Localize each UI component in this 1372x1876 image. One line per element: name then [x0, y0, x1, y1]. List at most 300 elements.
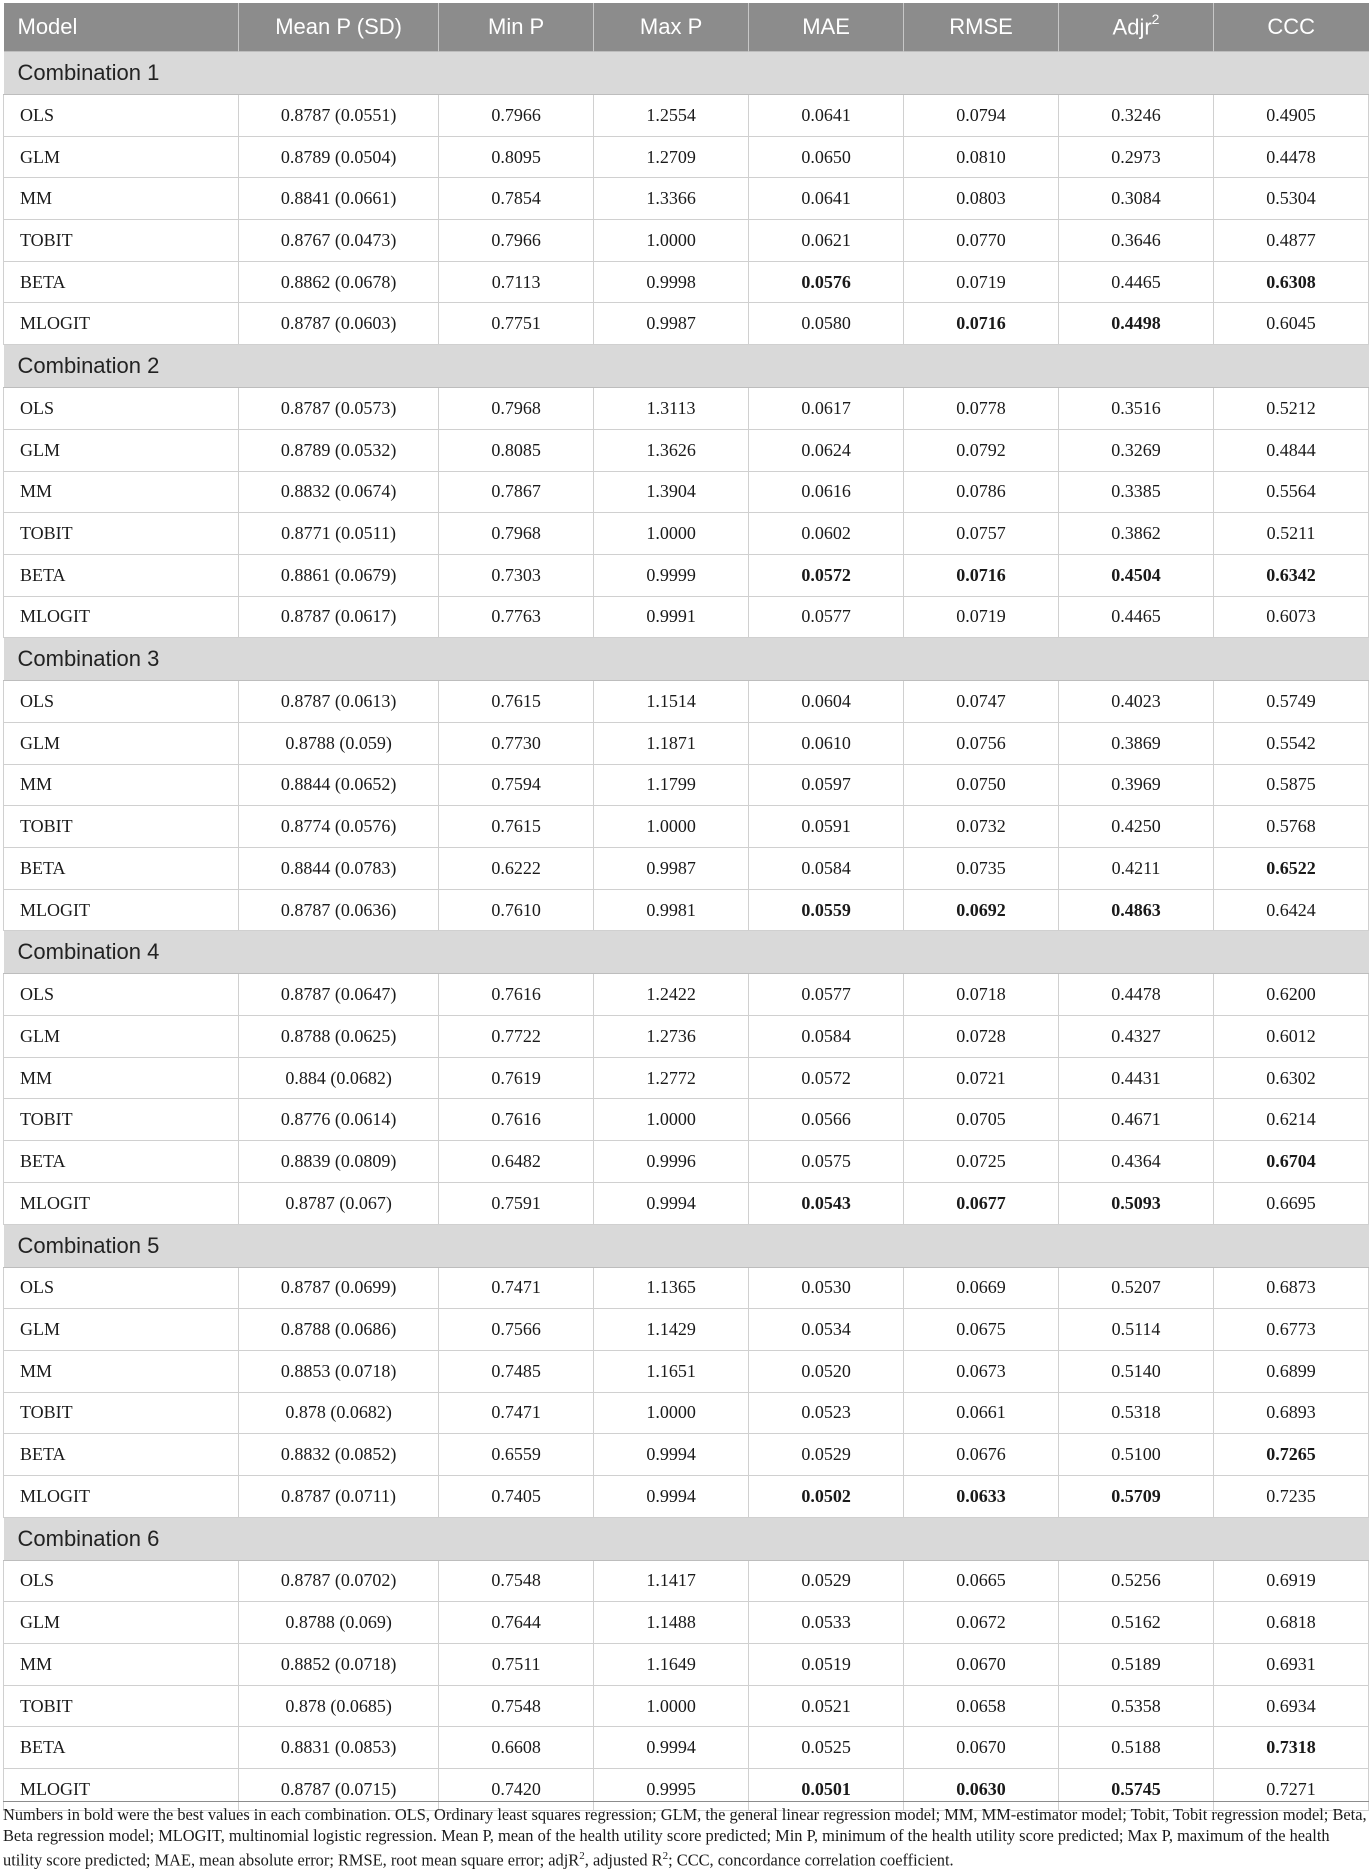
cell-rmse: 0.0658 — [904, 1685, 1059, 1727]
cell-rmse: 0.0728 — [904, 1016, 1059, 1058]
cell-min-p: 0.7615 — [439, 806, 594, 848]
group-row — [4, 1224, 1369, 1267]
cell-adjr2: 0.4863 — [1059, 889, 1214, 931]
table-row — [4, 1727, 1369, 1769]
cell-adjr2: 0.4023 — [1059, 681, 1214, 723]
cell-max-p: 0.9981 — [594, 889, 749, 931]
cell-min-p: 0.7966 — [439, 220, 594, 262]
header-adjr-sup: 2 — [1151, 11, 1160, 28]
cell-min-p: 0.7616 — [439, 1099, 594, 1141]
cell-rmse: 0.0778 — [904, 388, 1059, 430]
cell-ccc: 0.5304 — [1213, 178, 1368, 220]
cell-mae: 0.0580 — [749, 303, 904, 345]
cell-ccc: 0.4905 — [1213, 95, 1368, 137]
cell-adjr2: 0.3385 — [1059, 471, 1214, 513]
table-row — [4, 848, 1369, 890]
cell-min-p: 0.7867 — [439, 471, 594, 513]
table-row — [4, 1602, 1369, 1644]
cell-mean-p: 0.8787 (0.0617) — [239, 596, 439, 638]
cell-min-p: 0.7548 — [439, 1560, 594, 1602]
cell-adjr2: 0.3516 — [1059, 388, 1214, 430]
cell-rmse: 0.0747 — [904, 681, 1059, 723]
cell-mean-p: 0.8789 (0.0532) — [239, 429, 439, 471]
cell-adjr2: 0.3269 — [1059, 429, 1214, 471]
cell-mean-p: 0.8841 (0.0661) — [239, 178, 439, 220]
cell-mean-p: 0.8787 (0.0699) — [239, 1267, 439, 1309]
results-table — [3, 3, 1369, 1811]
cell-mae: 0.0559 — [749, 889, 904, 931]
cell-rmse: 0.0725 — [904, 1141, 1059, 1183]
footnote-sup2: 2 — [662, 1850, 669, 1862]
cell-mae: 0.0604 — [749, 681, 904, 723]
cell-rmse: 0.0803 — [904, 178, 1059, 220]
cell-mae: 0.0529 — [749, 1434, 904, 1476]
cell-model: MM — [4, 471, 239, 513]
cell-mean-p: 0.8832 (0.0852) — [239, 1434, 439, 1476]
cell-mae: 0.0543 — [749, 1182, 904, 1224]
cell-adjr2: 0.4250 — [1059, 806, 1214, 848]
table-row — [4, 1141, 1369, 1183]
cell-mae: 0.0650 — [749, 136, 904, 178]
cell-ccc: 0.7265 — [1213, 1434, 1368, 1476]
cell-max-p: 0.9994 — [594, 1727, 749, 1769]
cell-rmse: 0.0633 — [904, 1475, 1059, 1517]
cell-max-p: 1.0000 — [594, 1392, 749, 1434]
cell-adjr2: 0.5256 — [1059, 1560, 1214, 1602]
cell-model: OLS — [4, 681, 239, 723]
cell-model: BETA — [4, 1434, 239, 1476]
cell-ccc: 0.6342 — [1213, 554, 1368, 596]
cell-adjr2: 0.3084 — [1059, 178, 1214, 220]
table-row — [4, 95, 1369, 137]
cell-model: BETA — [4, 1727, 239, 1769]
cell-model: MLOGIT — [4, 303, 239, 345]
table-row — [4, 1392, 1369, 1434]
cell-model: GLM — [4, 136, 239, 178]
cell-max-p: 1.2709 — [594, 136, 749, 178]
cell-max-p: 1.1514 — [594, 681, 749, 723]
cell-ccc: 0.5564 — [1213, 471, 1368, 513]
cell-max-p: 0.9996 — [594, 1141, 749, 1183]
header-ccc: CCC — [1213, 3, 1368, 52]
cell-max-p: 1.2772 — [594, 1057, 749, 1099]
group-label: Combination 5 — [4, 1224, 1369, 1267]
group-row — [4, 638, 1369, 681]
cell-ccc: 0.6424 — [1213, 889, 1368, 931]
table-row — [4, 1182, 1369, 1224]
cell-min-p: 0.7619 — [439, 1057, 594, 1099]
cell-model: MLOGIT — [4, 1182, 239, 1224]
cell-ccc: 0.5768 — [1213, 806, 1368, 848]
table-row — [4, 1434, 1369, 1476]
cell-min-p: 0.7751 — [439, 303, 594, 345]
cell-mae: 0.0591 — [749, 806, 904, 848]
table-row — [4, 471, 1369, 513]
cell-ccc: 0.6522 — [1213, 848, 1368, 890]
header-adjr2 — [1059, 3, 1214, 52]
cell-ccc: 0.5212 — [1213, 388, 1368, 430]
cell-rmse: 0.0756 — [904, 722, 1059, 764]
cell-max-p: 1.1417 — [594, 1560, 749, 1602]
cell-model: BETA — [4, 261, 239, 303]
cell-rmse: 0.0750 — [904, 764, 1059, 806]
cell-rmse: 0.0719 — [904, 596, 1059, 638]
group-label: Combination 4 — [4, 931, 1369, 974]
cell-model: OLS — [4, 95, 239, 137]
cell-mean-p: 0.884 (0.0682) — [239, 1057, 439, 1099]
cell-ccc: 0.5211 — [1213, 513, 1368, 555]
cell-ccc: 0.5749 — [1213, 681, 1368, 723]
cell-adjr2: 0.4498 — [1059, 303, 1214, 345]
cell-mae: 0.0597 — [749, 764, 904, 806]
cell-mean-p: 0.8852 (0.0718) — [239, 1644, 439, 1686]
cell-rmse: 0.0670 — [904, 1644, 1059, 1686]
cell-max-p: 1.2422 — [594, 974, 749, 1016]
cell-ccc: 0.6012 — [1213, 1016, 1368, 1058]
cell-max-p: 1.0000 — [594, 220, 749, 262]
table-row — [4, 429, 1369, 471]
table-row — [4, 596, 1369, 638]
table-row — [4, 1560, 1369, 1602]
cell-rmse: 0.0670 — [904, 1727, 1059, 1769]
cell-model: OLS — [4, 1560, 239, 1602]
cell-adjr2: 0.4478 — [1059, 974, 1214, 1016]
cell-model: MLOGIT — [4, 596, 239, 638]
cell-mean-p: 0.8788 (0.0625) — [239, 1016, 439, 1058]
cell-mae: 0.0577 — [749, 596, 904, 638]
cell-ccc: 0.5875 — [1213, 764, 1368, 806]
cell-max-p: 1.0000 — [594, 1099, 749, 1141]
cell-mae: 0.0572 — [749, 554, 904, 596]
cell-max-p: 1.1365 — [594, 1267, 749, 1309]
cell-rmse: 0.0676 — [904, 1434, 1059, 1476]
group-row — [4, 345, 1369, 388]
cell-min-p: 0.7610 — [439, 889, 594, 931]
cell-model: TOBIT — [4, 1392, 239, 1434]
cell-mean-p: 0.8788 (0.059) — [239, 722, 439, 764]
table-row — [4, 388, 1369, 430]
table-row — [4, 1099, 1369, 1141]
cell-ccc: 0.6818 — [1213, 1602, 1368, 1644]
table-body — [4, 52, 1369, 1811]
cell-mae: 0.0575 — [749, 1141, 904, 1183]
cell-model: BETA — [4, 848, 239, 890]
cell-max-p: 1.1799 — [594, 764, 749, 806]
cell-min-p: 0.7471 — [439, 1267, 594, 1309]
table-row — [4, 1350, 1369, 1392]
group-label: Combination 6 — [4, 1517, 1369, 1560]
cell-model: TOBIT — [4, 1685, 239, 1727]
cell-adjr2: 0.3246 — [1059, 95, 1214, 137]
cell-rmse: 0.0673 — [904, 1350, 1059, 1392]
cell-ccc: 0.4877 — [1213, 220, 1368, 262]
cell-adjr2: 0.2973 — [1059, 136, 1214, 178]
cell-min-p: 0.7644 — [439, 1602, 594, 1644]
cell-mean-p: 0.8774 (0.0576) — [239, 806, 439, 848]
cell-mean-p: 0.8771 (0.0511) — [239, 513, 439, 555]
cell-model: GLM — [4, 1016, 239, 1058]
cell-min-p: 0.7730 — [439, 722, 594, 764]
cell-max-p: 1.0000 — [594, 806, 749, 848]
cell-mean-p: 0.8787 (0.0603) — [239, 303, 439, 345]
group-row — [4, 931, 1369, 974]
cell-adjr2: 0.5189 — [1059, 1644, 1214, 1686]
cell-mean-p: 0.8787 (0.067) — [239, 1182, 439, 1224]
cell-mae: 0.0529 — [749, 1560, 904, 1602]
cell-model: MM — [4, 178, 239, 220]
cell-adjr2: 0.3646 — [1059, 220, 1214, 262]
cell-mean-p: 0.8861 (0.0679) — [239, 554, 439, 596]
cell-adjr2: 0.4465 — [1059, 596, 1214, 638]
footnote-part3: ; CCC, concordance correlation coefficient. — [668, 1850, 954, 1870]
cell-mean-p: 0.8787 (0.0715) — [239, 1769, 439, 1811]
cell-rmse: 0.0677 — [904, 1182, 1059, 1224]
cell-ccc: 0.6704 — [1213, 1141, 1368, 1183]
cell-adjr2: 0.5318 — [1059, 1392, 1214, 1434]
table-row — [4, 261, 1369, 303]
table-row — [4, 513, 1369, 555]
cell-ccc: 0.5542 — [1213, 722, 1368, 764]
group-label: Combination 3 — [4, 638, 1369, 681]
cell-adjr2: 0.5100 — [1059, 1434, 1214, 1476]
cell-max-p: 1.3113 — [594, 388, 749, 430]
cell-adjr2: 0.3862 — [1059, 513, 1214, 555]
cell-max-p: 0.9994 — [594, 1182, 749, 1224]
cell-mae: 0.0534 — [749, 1309, 904, 1351]
cell-max-p: 1.2554 — [594, 95, 749, 137]
cell-mean-p: 0.878 (0.0685) — [239, 1685, 439, 1727]
cell-max-p: 0.9999 — [594, 554, 749, 596]
cell-max-p: 0.9987 — [594, 303, 749, 345]
cell-mae: 0.0641 — [749, 178, 904, 220]
table-footnote — [3, 1801, 1369, 1870]
cell-model: MLOGIT — [4, 889, 239, 931]
cell-model: GLM — [4, 429, 239, 471]
table-row — [4, 178, 1369, 220]
cell-rmse: 0.0770 — [904, 220, 1059, 262]
cell-rmse: 0.0719 — [904, 261, 1059, 303]
header-mean-p: Mean P (SD) — [239, 3, 439, 52]
cell-mae: 0.0577 — [749, 974, 904, 1016]
cell-max-p: 0.9987 — [594, 848, 749, 890]
cell-rmse: 0.0792 — [904, 429, 1059, 471]
table-row — [4, 303, 1369, 345]
cell-rmse: 0.0675 — [904, 1309, 1059, 1351]
cell-min-p: 0.7485 — [439, 1350, 594, 1392]
cell-adjr2: 0.5709 — [1059, 1475, 1214, 1517]
cell-min-p: 0.7722 — [439, 1016, 594, 1058]
cell-mean-p: 0.8831 (0.0853) — [239, 1727, 439, 1769]
cell-min-p: 0.7763 — [439, 596, 594, 638]
cell-ccc: 0.6214 — [1213, 1099, 1368, 1141]
cell-mae: 0.0610 — [749, 722, 904, 764]
footnote-part1: Numbers in bold were the best values in each combination. OLS, Ordinary least squares regression; GLM, the general linear regression model; MM, MM-estimator model; Tobit, Tobit regression model; Beta, Beta regression model; MLOGIT, multinomial logistic regression. Mean P, mean of the health utility score predicted; Min P, minimum of the health utility score predicted; Max P, maximum of the health utility score predicted; MAE, mean absolute error; RMSE, root mean square error; adjR — [3, 1805, 1367, 1870]
cell-adjr2: 0.4364 — [1059, 1141, 1214, 1183]
cell-rmse: 0.0716 — [904, 303, 1059, 345]
cell-mean-p: 0.8832 (0.0674) — [239, 471, 439, 513]
cell-ccc: 0.6308 — [1213, 261, 1368, 303]
cell-min-p: 0.7591 — [439, 1182, 594, 1224]
cell-mean-p: 0.8787 (0.0636) — [239, 889, 439, 931]
cell-model: TOBIT — [4, 1099, 239, 1141]
table-row — [4, 764, 1369, 806]
cell-model: OLS — [4, 1267, 239, 1309]
cell-adjr2: 0.4211 — [1059, 848, 1214, 890]
cell-mean-p: 0.8853 (0.0718) — [239, 1350, 439, 1392]
cell-rmse: 0.0810 — [904, 136, 1059, 178]
cell-mae: 0.0584 — [749, 848, 904, 890]
cell-max-p: 1.1871 — [594, 722, 749, 764]
cell-mae: 0.0501 — [749, 1769, 904, 1811]
cell-max-p: 1.0000 — [594, 513, 749, 555]
cell-model: GLM — [4, 1309, 239, 1351]
cell-max-p: 1.0000 — [594, 1685, 749, 1727]
cell-ccc: 0.6695 — [1213, 1182, 1368, 1224]
table-row — [4, 1685, 1369, 1727]
cell-model: OLS — [4, 388, 239, 430]
cell-max-p: 1.3626 — [594, 429, 749, 471]
cell-mae: 0.0572 — [749, 1057, 904, 1099]
cell-model: MM — [4, 1057, 239, 1099]
cell-model: BETA — [4, 554, 239, 596]
cell-mae: 0.0502 — [749, 1475, 904, 1517]
table-row — [4, 806, 1369, 848]
cell-min-p: 0.7303 — [439, 554, 594, 596]
cell-ccc: 0.6873 — [1213, 1267, 1368, 1309]
table-row — [4, 1309, 1369, 1351]
cell-model: TOBIT — [4, 220, 239, 262]
cell-ccc: 0.6773 — [1213, 1309, 1368, 1351]
cell-rmse: 0.0794 — [904, 95, 1059, 137]
cell-model: GLM — [4, 722, 239, 764]
cell-mae: 0.0617 — [749, 388, 904, 430]
header-min-p: Min P — [439, 3, 594, 52]
table-row — [4, 136, 1369, 178]
cell-adjr2: 0.4465 — [1059, 261, 1214, 303]
cell-min-p: 0.7615 — [439, 681, 594, 723]
cell-max-p: 0.9995 — [594, 1769, 749, 1811]
cell-mae: 0.0624 — [749, 429, 904, 471]
cell-adjr2: 0.4327 — [1059, 1016, 1214, 1058]
cell-ccc: 0.7235 — [1213, 1475, 1368, 1517]
cell-min-p: 0.6608 — [439, 1727, 594, 1769]
cell-max-p: 1.3904 — [594, 471, 749, 513]
cell-ccc: 0.6899 — [1213, 1350, 1368, 1392]
cell-max-p: 0.9994 — [594, 1475, 749, 1517]
header-adjr-base: Adjr — [1112, 14, 1152, 40]
cell-max-p: 1.1429 — [594, 1309, 749, 1351]
cell-mean-p: 0.8787 (0.0551) — [239, 95, 439, 137]
cell-min-p: 0.7113 — [439, 261, 594, 303]
table-row — [4, 1267, 1369, 1309]
cell-adjr2: 0.5188 — [1059, 1727, 1214, 1769]
header-model: Model — [4, 3, 239, 52]
cell-mean-p: 0.8788 (0.069) — [239, 1602, 439, 1644]
cell-mean-p: 0.8787 (0.0647) — [239, 974, 439, 1016]
cell-max-p: 1.2736 — [594, 1016, 749, 1058]
cell-adjr2: 0.4671 — [1059, 1099, 1214, 1141]
cell-mae: 0.0530 — [749, 1267, 904, 1309]
cell-min-p: 0.8095 — [439, 136, 594, 178]
cell-mae: 0.0602 — [749, 513, 904, 555]
cell-model: MM — [4, 1350, 239, 1392]
cell-rmse: 0.0716 — [904, 554, 1059, 596]
cell-model: TOBIT — [4, 513, 239, 555]
cell-mean-p: 0.8787 (0.0573) — [239, 388, 439, 430]
cell-max-p: 1.3366 — [594, 178, 749, 220]
cell-min-p: 0.7616 — [439, 974, 594, 1016]
footnote-sup1: 2 — [579, 1850, 585, 1862]
cell-mean-p: 0.8844 (0.0783) — [239, 848, 439, 890]
cell-rmse: 0.0661 — [904, 1392, 1059, 1434]
cell-adjr2: 0.4431 — [1059, 1057, 1214, 1099]
table-row — [4, 1016, 1369, 1058]
cell-ccc: 0.4478 — [1213, 136, 1368, 178]
cell-rmse: 0.0665 — [904, 1560, 1059, 1602]
cell-adjr2: 0.4504 — [1059, 554, 1214, 596]
table-row — [4, 889, 1369, 931]
cell-model: MM — [4, 764, 239, 806]
cell-ccc: 0.6302 — [1213, 1057, 1368, 1099]
cell-rmse: 0.0786 — [904, 471, 1059, 513]
cell-min-p: 0.7966 — [439, 95, 594, 137]
header-mae: MAE — [749, 3, 904, 52]
cell-adjr2: 0.5162 — [1059, 1602, 1214, 1644]
cell-model: MLOGIT — [4, 1769, 239, 1811]
cell-ccc: 0.7271 — [1213, 1769, 1368, 1811]
cell-max-p: 0.9991 — [594, 596, 749, 638]
header-row — [4, 3, 1369, 52]
group-row — [4, 1517, 1369, 1560]
cell-min-p: 0.7854 — [439, 178, 594, 220]
table-row — [4, 974, 1369, 1016]
footnote-part2: , adjusted R — [584, 1850, 663, 1870]
table-row — [4, 1644, 1369, 1686]
cell-model: BETA — [4, 1141, 239, 1183]
cell-min-p: 0.7548 — [439, 1685, 594, 1727]
cell-mean-p: 0.8789 (0.0504) — [239, 136, 439, 178]
table-row — [4, 554, 1369, 596]
cell-mean-p: 0.8787 (0.0702) — [239, 1560, 439, 1602]
cell-mae: 0.0533 — [749, 1602, 904, 1644]
table-header — [4, 3, 1369, 52]
cell-min-p: 0.7420 — [439, 1769, 594, 1811]
cell-min-p: 0.7471 — [439, 1392, 594, 1434]
cell-min-p: 0.7566 — [439, 1309, 594, 1351]
cell-adjr2: 0.5745 — [1059, 1769, 1214, 1811]
cell-max-p: 0.9994 — [594, 1434, 749, 1476]
cell-rmse: 0.0669 — [904, 1267, 1059, 1309]
group-label: Combination 2 — [4, 345, 1369, 388]
cell-min-p: 0.6222 — [439, 848, 594, 890]
cell-model: TOBIT — [4, 806, 239, 848]
cell-mean-p: 0.8844 (0.0652) — [239, 764, 439, 806]
cell-mean-p: 0.8787 (0.0711) — [239, 1475, 439, 1517]
cell-adjr2: 0.3969 — [1059, 764, 1214, 806]
cell-adjr2: 0.5093 — [1059, 1182, 1214, 1224]
cell-mae: 0.0641 — [749, 95, 904, 137]
cell-ccc: 0.6200 — [1213, 974, 1368, 1016]
cell-max-p: 0.9998 — [594, 261, 749, 303]
cell-max-p: 1.1488 — [594, 1602, 749, 1644]
cell-min-p: 0.7511 — [439, 1644, 594, 1686]
cell-mae: 0.0523 — [749, 1392, 904, 1434]
group-row — [4, 52, 1369, 95]
cell-max-p: 1.1649 — [594, 1644, 749, 1686]
table-row — [4, 1475, 1369, 1517]
cell-adjr2: 0.5207 — [1059, 1267, 1214, 1309]
cell-ccc: 0.6919 — [1213, 1560, 1368, 1602]
